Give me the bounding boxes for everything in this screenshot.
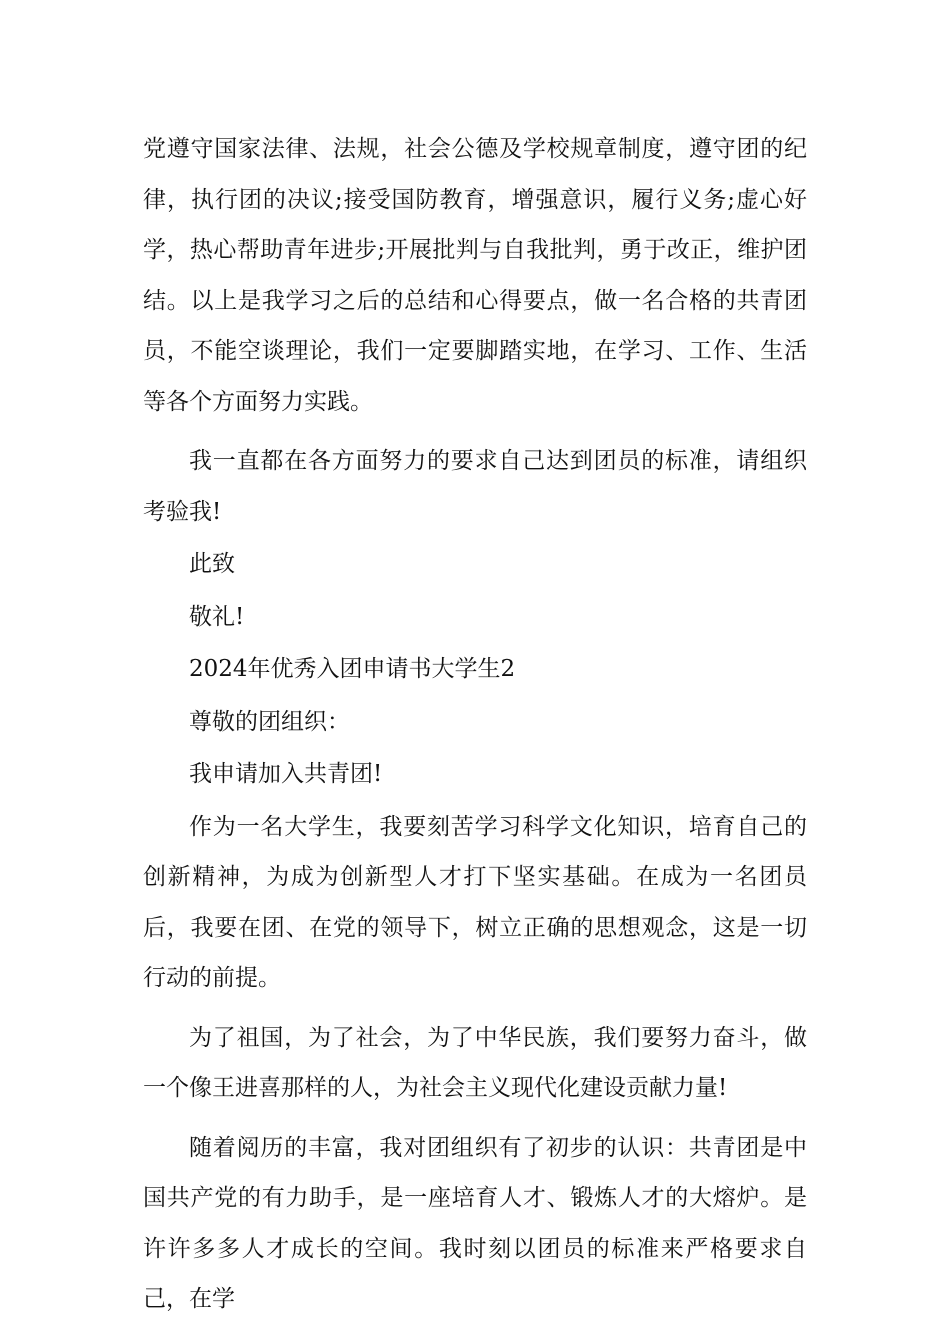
paragraph-commitment: 我一直都在各方面努力的要求自己达到团员的标准，请组织考验我! [143, 448, 807, 525]
paragraph-continuation: 党遵守国家法律、法规，社会公德及学校规章制度，遵守团的纪律，执行团的决议;接受国防教育，增强意识，履行义务;虚心好学，热心帮助青年进步;开展批判与自我批判，勇于改正，维护团结。以上是我学习之后的总结和心得要点，做一名合格的共青团员，不能空谈理论，我们一定要脚踏实地，在学习、工作、生活等各个方面努力实践。 [143, 136, 807, 415]
paragraph-understanding: 随着阅历的丰富，我对团组织有了初步的认识：共青团是中国共产党的有力助手，是一座培育人才、锻炼人才的大熔炉。是许许多多人才成长的空间。我时刻以团员的标准来严格要求自己，在学 [143, 1134, 807, 1312]
paragraph-motherland: 为了祖国，为了社会，为了中华民族，我们要努力奋斗，做一个像王进喜那样的人，为社会主义现代化建设贡献力量! [143, 1024, 807, 1101]
closing-salutation: 此致 [189, 551, 235, 577]
application-statement: 我申请加入共青团! [189, 761, 383, 787]
letter-greeting: 尊敬的团组织： [189, 708, 350, 735]
closing-regards: 敬礼! [189, 603, 245, 630]
document-body [143, 124, 807, 1325]
paragraph-study: 作为一名大学生，我要刻苦学习科学文化知识，培育自己的创新精神，为成为创新型人才打下坚实基础。在成为一名团员后，我要在团、在党的领导下，树立正确的思想观念，这是一切行动的前提。 [143, 813, 807, 991]
section-title: 2024年优秀入团申请书大学生2 [189, 656, 516, 682]
